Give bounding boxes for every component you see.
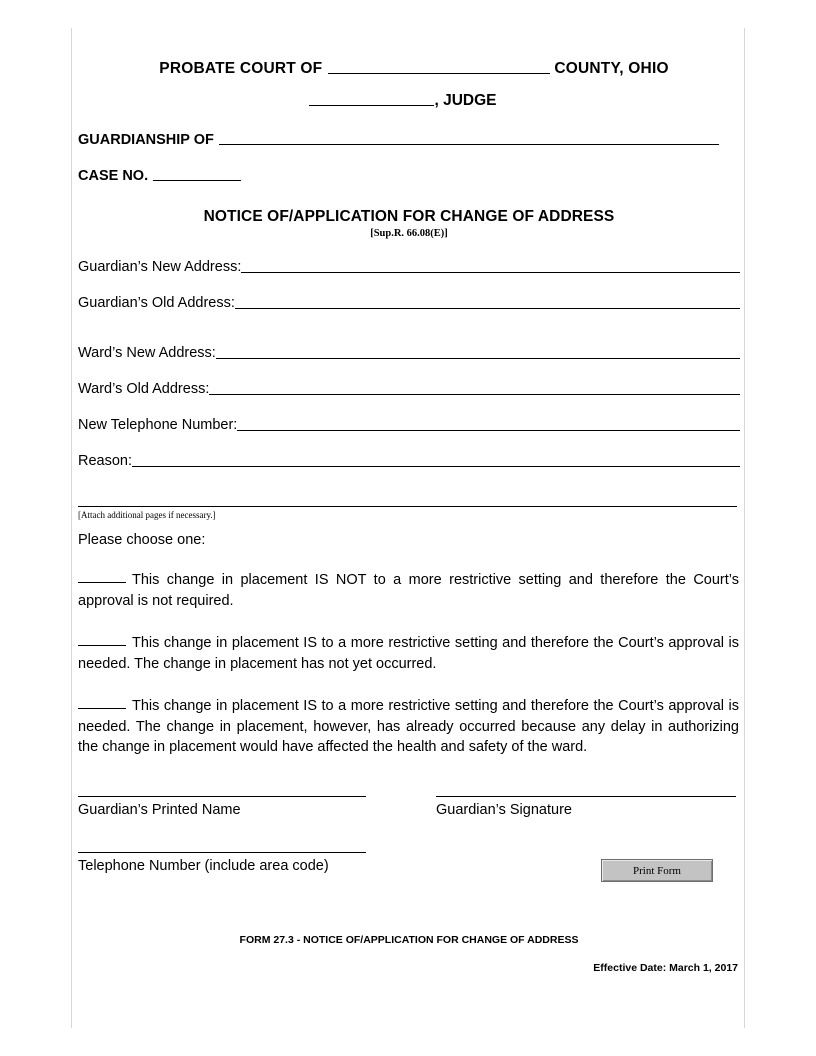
option-2-text: This change in placement IS to a more restrictive setting and therefore the Court’s approval is needed. The change in placement has not yet occurred.: [78, 635, 739, 672]
form-subtitle: [Sup.R. 66.08(E)]: [370, 228, 448, 239]
spacer: [78, 311, 740, 325]
option-3-checkbox-line[interactable]: [78, 708, 126, 709]
guardian-old-address-input[interactable]: [235, 293, 740, 309]
new-telephone-number-input[interactable]: [237, 415, 740, 431]
printed-name-input[interactable]: [78, 796, 366, 797]
judge-heading: [66, 92, 740, 110]
guardian-signature-input[interactable]: [436, 796, 736, 797]
field-ward-old-address: [78, 379, 740, 397]
court-prefix-text: PROBATE COURT OF: [159, 60, 323, 77]
footer-form-line: FORM 27.3 - NOTICE OF/APPLICATION FOR CHANGE OF ADDRESS: [239, 934, 579, 947]
ward-new-address-input[interactable]: [216, 343, 740, 359]
court-suffix-text: COUNTY, OHIO: [554, 60, 669, 77]
field-guardian-old-address: [78, 293, 740, 311]
printed-name-label: Guardian’s Printed Name: [78, 802, 241, 819]
signature-block: [78, 796, 740, 916]
form-title: NOTICE OF/APPLICATION FOR CHANGE OF ADDRESS: [203, 208, 615, 225]
guardianship-blank-field[interactable]: [219, 144, 719, 145]
field-guardian-new-address: [78, 257, 740, 275]
footer-effective-date: Effective Date: March 1, 2017: [593, 962, 738, 975]
option-1-checkbox-line[interactable]: [78, 582, 126, 583]
print-form-button[interactable]: Print Form: [601, 859, 713, 882]
choose-one-instruction: Please choose one:: [78, 532, 206, 548]
field-ward-new-address: [78, 343, 740, 361]
option-1-text: This change in placement IS NOT to a more restrictive setting and therefore the Court’s approval is not required.: [78, 572, 739, 609]
case-number-blank-field[interactable]: [153, 180, 241, 181]
guardianship-row: [78, 132, 740, 148]
option-3-row: [78, 696, 739, 758]
judge-suffix-text: , JUDGE: [434, 92, 497, 109]
case-number-row: [78, 168, 740, 184]
field-new-telephone-number: [78, 415, 740, 433]
reason-continuation-input[interactable]: [78, 491, 737, 507]
reason-input[interactable]: [132, 451, 740, 467]
guardian-signature-label: Guardian’s Signature: [436, 802, 572, 819]
county-blank-field[interactable]: [328, 73, 550, 74]
option-1-row: [78, 570, 739, 611]
case-number-label: CASE NO.: [78, 168, 149, 184]
field-label: Guardian’s Old Address:: [78, 295, 235, 311]
form-content: [78, 60, 740, 974]
field-label: New Telephone Number:: [78, 417, 238, 433]
field-label: Ward’s Old Address:: [78, 381, 210, 397]
option-2-checkbox-line[interactable]: [78, 645, 126, 646]
field-reason: [78, 451, 740, 469]
judge-blank-field[interactable]: [309, 105, 434, 106]
guardian-new-address-input[interactable]: [241, 257, 740, 273]
ward-old-address-input[interactable]: [209, 379, 740, 395]
telephone-number-label: Telephone Number (include area code): [78, 858, 329, 875]
telephone-number-input[interactable]: [78, 852, 366, 853]
option-3-text: This change in placement IS to a more restrictive setting and therefore the Court’s approval is needed. The change in placement, however, has already occurred because any delay in authorizing the change in placement would have affected the health and safety of the ward.: [78, 698, 739, 756]
field-label: Guardian’s New Address:: [78, 259, 242, 275]
field-label: Ward’s New Address:: [78, 345, 216, 361]
field-label: Reason:: [78, 453, 133, 469]
attach-pages-note: [Attach additional pages if necessary.]: [78, 510, 216, 520]
guardianship-label: GUARDIANSHIP OF: [78, 132, 214, 148]
option-2-row: [78, 633, 739, 674]
court-heading: [88, 60, 740, 78]
